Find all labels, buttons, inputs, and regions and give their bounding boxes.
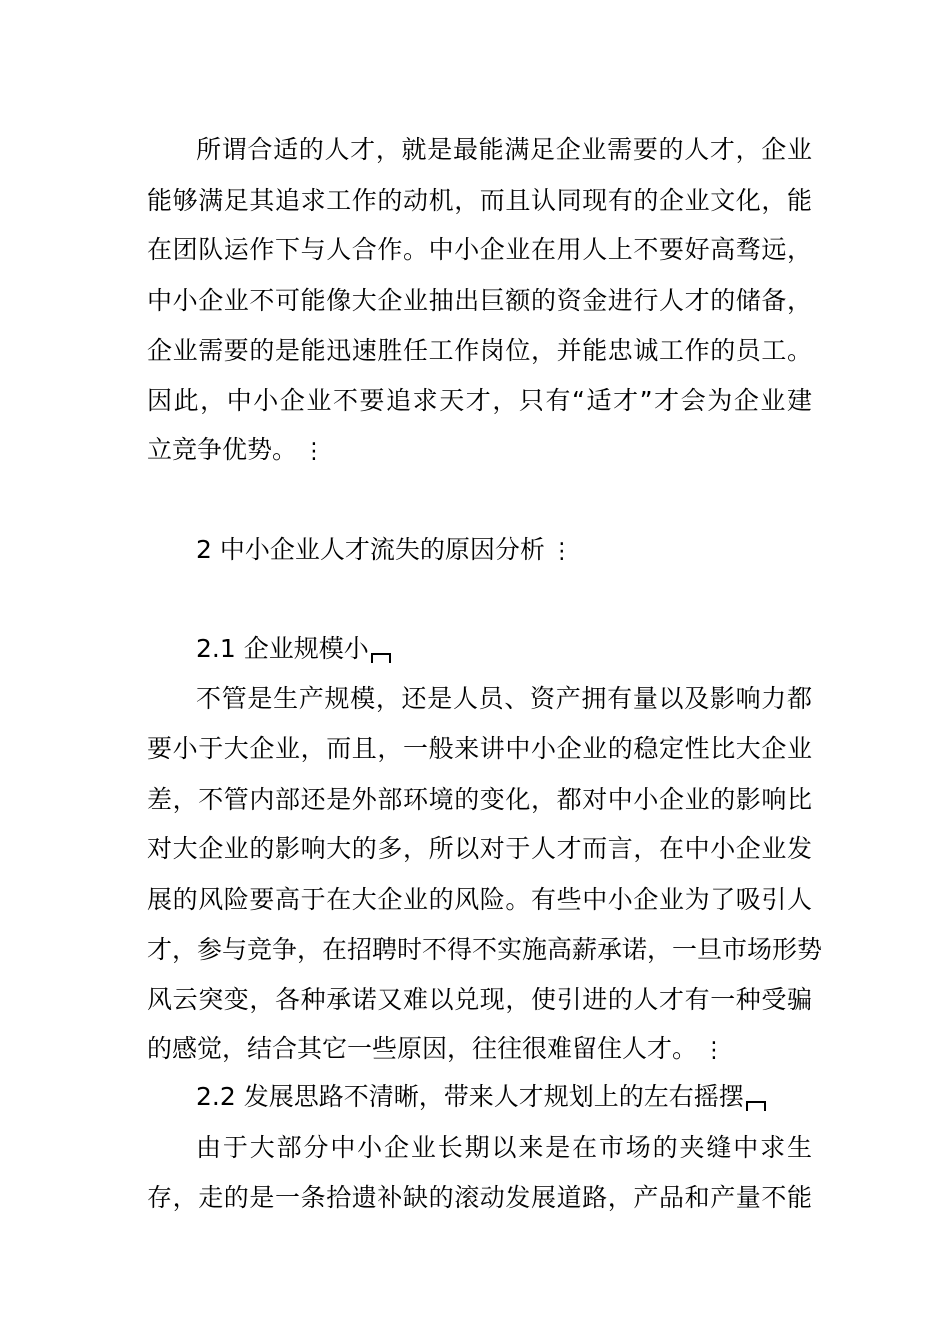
paragraph-line: 才，参与竞争，在招聘时不得不实施高薪承诺，一旦市场形势 xyxy=(147,935,823,964)
paragraph-line: 能够满足其追求工作的动机，而且认同现有的企业文化，能 xyxy=(147,186,812,215)
line-break-mark-icon xyxy=(746,1101,766,1111)
paragraph-line: 要小于大企业，而且，一般来讲中小企业的稳定性比大企业 xyxy=(147,734,812,763)
paragraph-line: 在团队运作下与人合作。中小企业在用人上不要好高骛远， xyxy=(147,235,812,264)
paragraph-line-text: 立竞争优势。 xyxy=(147,435,298,464)
section-heading-text: 2.2 发展思路不清晰，带来人才规划上的左右摇摆 xyxy=(196,1082,744,1111)
paragraph-line: 所谓合适的人才，就是最能满足企业需要的人才，企业 xyxy=(196,135,812,164)
section-heading-2-1 xyxy=(196,632,391,666)
paragraph-line: 由于大部分中小企业长期以来是在市场的夹缝中求生 xyxy=(196,1133,812,1162)
paragraph-line: 存，走的是一条拾遗补缺的滚动发展道路，产品和产量不能 xyxy=(147,1183,812,1212)
paragraph-end-mark: ⋮ xyxy=(550,539,573,564)
paragraph-line: 展的风险要高于在大企业的风险。有些中小企业为了吸引人 xyxy=(147,885,812,914)
paragraph-line: 差，不管内部还是外部环境的变化，都对中小企业的影响比 xyxy=(147,785,812,814)
paragraph-end-mark: ⋮ xyxy=(303,439,326,464)
section-heading-text: 2 中小企业人才流失的原因分析 xyxy=(196,535,545,564)
section-heading-2-2 xyxy=(196,1080,766,1114)
paragraph-last-line xyxy=(147,433,325,469)
paragraph-line: 因此，中小企业不要追求天才，只有“适才”才会为企业建 xyxy=(147,386,812,415)
paragraph-end-mark: ⋮ xyxy=(703,1038,726,1063)
paragraph-last-line xyxy=(147,1032,725,1068)
paragraph-line-text: 的感觉，结合其它一些原因，往往很难留住人才。 xyxy=(147,1034,698,1063)
line-break-mark-icon xyxy=(371,653,391,663)
paragraph-line: 企业需要的是能迅速胜任工作岗位，并能忠诚工作的员工。 xyxy=(147,336,812,365)
section-heading-text: 2.1 企业规模小 xyxy=(196,634,369,663)
paragraph-line: 中小企业不可能像大企业抽出巨额的资金进行人才的储备， xyxy=(147,286,812,315)
paragraph-line: 风云突变，各种承诺又难以兑现，使引进的人才有一种受骗 xyxy=(147,985,812,1014)
section-heading-2 xyxy=(196,533,573,569)
paragraph-line: 对大企业的影响大的多，所以对于人才而言，在中小企业发 xyxy=(147,834,812,863)
paragraph-line: 不管是生产规模，还是人员、资产拥有量以及影响力都 xyxy=(196,684,812,713)
